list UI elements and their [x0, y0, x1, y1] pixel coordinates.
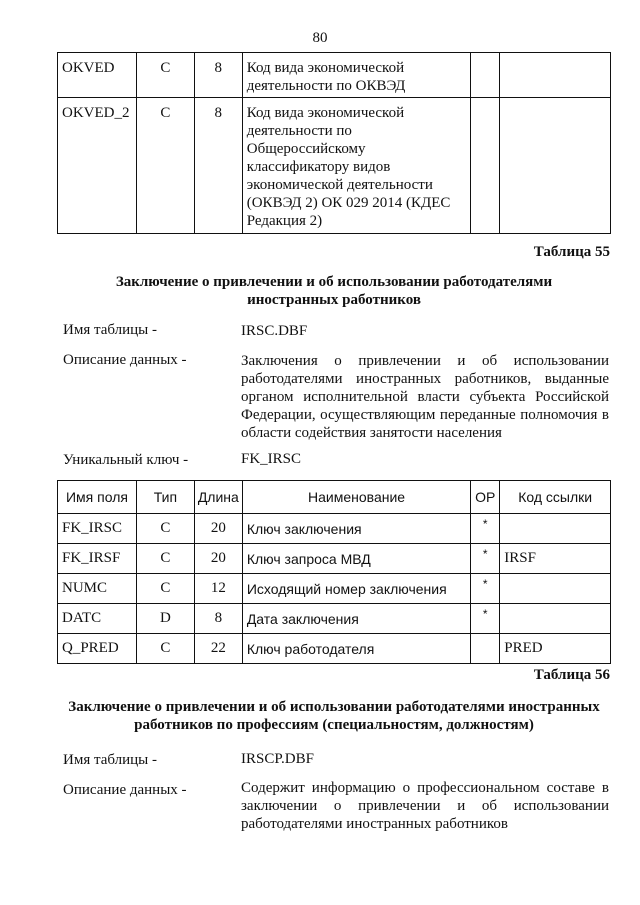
table-row	[58, 514, 611, 544]
field-name: FK_IRSC	[58, 514, 137, 544]
field-name: OKVED	[58, 53, 137, 98]
field-length: 8	[194, 604, 242, 634]
field-type: C	[136, 544, 194, 574]
table55-unique-key-value: FK_IRSC	[241, 451, 302, 467]
table55-description-value: Заключения о привлечении и об использовании работодателями иностранных работников, выданные органом исполнительной власти субъекта Российской Федерации, осуществляющим переданные полномочия в области содействия занятости населения	[241, 353, 609, 441]
table-row	[58, 604, 611, 634]
field-name: OKVED_2	[58, 98, 137, 234]
field-name: FK_IRSF	[58, 544, 137, 574]
table56-title	[57, 698, 611, 734]
field-description: Ключ заключения	[242, 514, 470, 544]
table-row	[58, 98, 611, 234]
table55-description-label: Описание данных -	[63, 352, 187, 368]
field-name: NUMC	[58, 574, 137, 604]
field-op	[471, 634, 500, 664]
field-op: *	[471, 574, 500, 604]
field-ref: IRSF	[500, 544, 611, 574]
field-op	[471, 53, 500, 98]
field-op: *	[471, 544, 500, 574]
field-description: Исходящий номер заключения	[242, 574, 470, 604]
field-description: Дата заключения	[242, 604, 470, 634]
header-op: ОР	[471, 481, 500, 514]
field-op: *	[471, 604, 500, 634]
top-fields-table	[57, 52, 611, 234]
header-type: Тип	[136, 481, 194, 514]
field-length: 8	[194, 98, 242, 234]
table55-caption: Таблица 55	[533, 244, 610, 260]
field-description: Ключ работодателя	[242, 634, 470, 664]
field-type: C	[136, 98, 194, 234]
field-length: 20	[194, 544, 242, 574]
field-ref	[500, 604, 611, 634]
table55-title-line2: иностранных работников	[247, 292, 421, 308]
field-type: C	[136, 574, 194, 604]
field-op: *	[471, 514, 500, 544]
table55-name-value: IRSC.DBF	[241, 323, 308, 339]
page-number: 80	[312, 30, 328, 46]
field-ref	[500, 53, 611, 98]
field-length: 12	[194, 574, 242, 604]
table-row	[58, 634, 611, 664]
table-row	[58, 544, 611, 574]
table55-unique-key-label: Уникальный ключ -	[63, 452, 189, 468]
table-header-row	[58, 481, 611, 514]
field-description: Ключ запроса МВД	[242, 544, 470, 574]
field-ref: PRED	[500, 634, 611, 664]
table-row	[58, 53, 611, 98]
field-length: 8	[194, 53, 242, 98]
field-type: D	[136, 604, 194, 634]
table55-title	[57, 273, 611, 309]
field-description: Код вида экономической деятельности по ОКВЭД	[242, 53, 471, 98]
table56-title-line2: работников по профессиям (специальностям, должностям)	[134, 717, 534, 733]
field-ref	[500, 98, 611, 234]
field-length: 20	[194, 514, 242, 544]
table56-name-value: IRSCP.DBF	[241, 751, 314, 767]
table56-description-value: Содержит информацию о профессиональном составе в заключении о привлечении и об использовании работодателями иностранных работников	[241, 780, 609, 832]
table55-fields-table	[57, 480, 611, 664]
header-ref: Код ссылки	[500, 481, 611, 514]
field-type: C	[136, 53, 194, 98]
header-name: Имя поля	[58, 481, 137, 514]
table56-caption: Таблица 56	[533, 667, 610, 683]
table56-title-line1: Заключение о привлечении и об использовании работодателями иностранных	[68, 699, 600, 715]
table55-title-line1: Заключение о привлечении и об использовании работодателями	[115, 274, 553, 290]
table-row	[58, 574, 611, 604]
field-type: C	[136, 514, 194, 544]
table56-name-label: Имя таблицы -	[63, 752, 157, 768]
field-ref	[500, 574, 611, 604]
field-op	[471, 98, 500, 234]
field-ref	[500, 514, 611, 544]
field-name: DATC	[58, 604, 137, 634]
field-type: C	[136, 634, 194, 664]
field-name: Q_PRED	[58, 634, 137, 664]
header-length: Длина	[194, 481, 242, 514]
field-length: 22	[194, 634, 242, 664]
header-description: Наименование	[242, 481, 470, 514]
field-description: Код вида экономической деятельности по Общероссийскому классификатору видов экономической деятельности (ОКВЭД 2) ОК 029 2014 (КДЕС Редакция 2)	[242, 98, 471, 234]
table55-name-label: Имя таблицы -	[63, 322, 157, 338]
table56-description-label: Описание данных -	[63, 782, 187, 798]
